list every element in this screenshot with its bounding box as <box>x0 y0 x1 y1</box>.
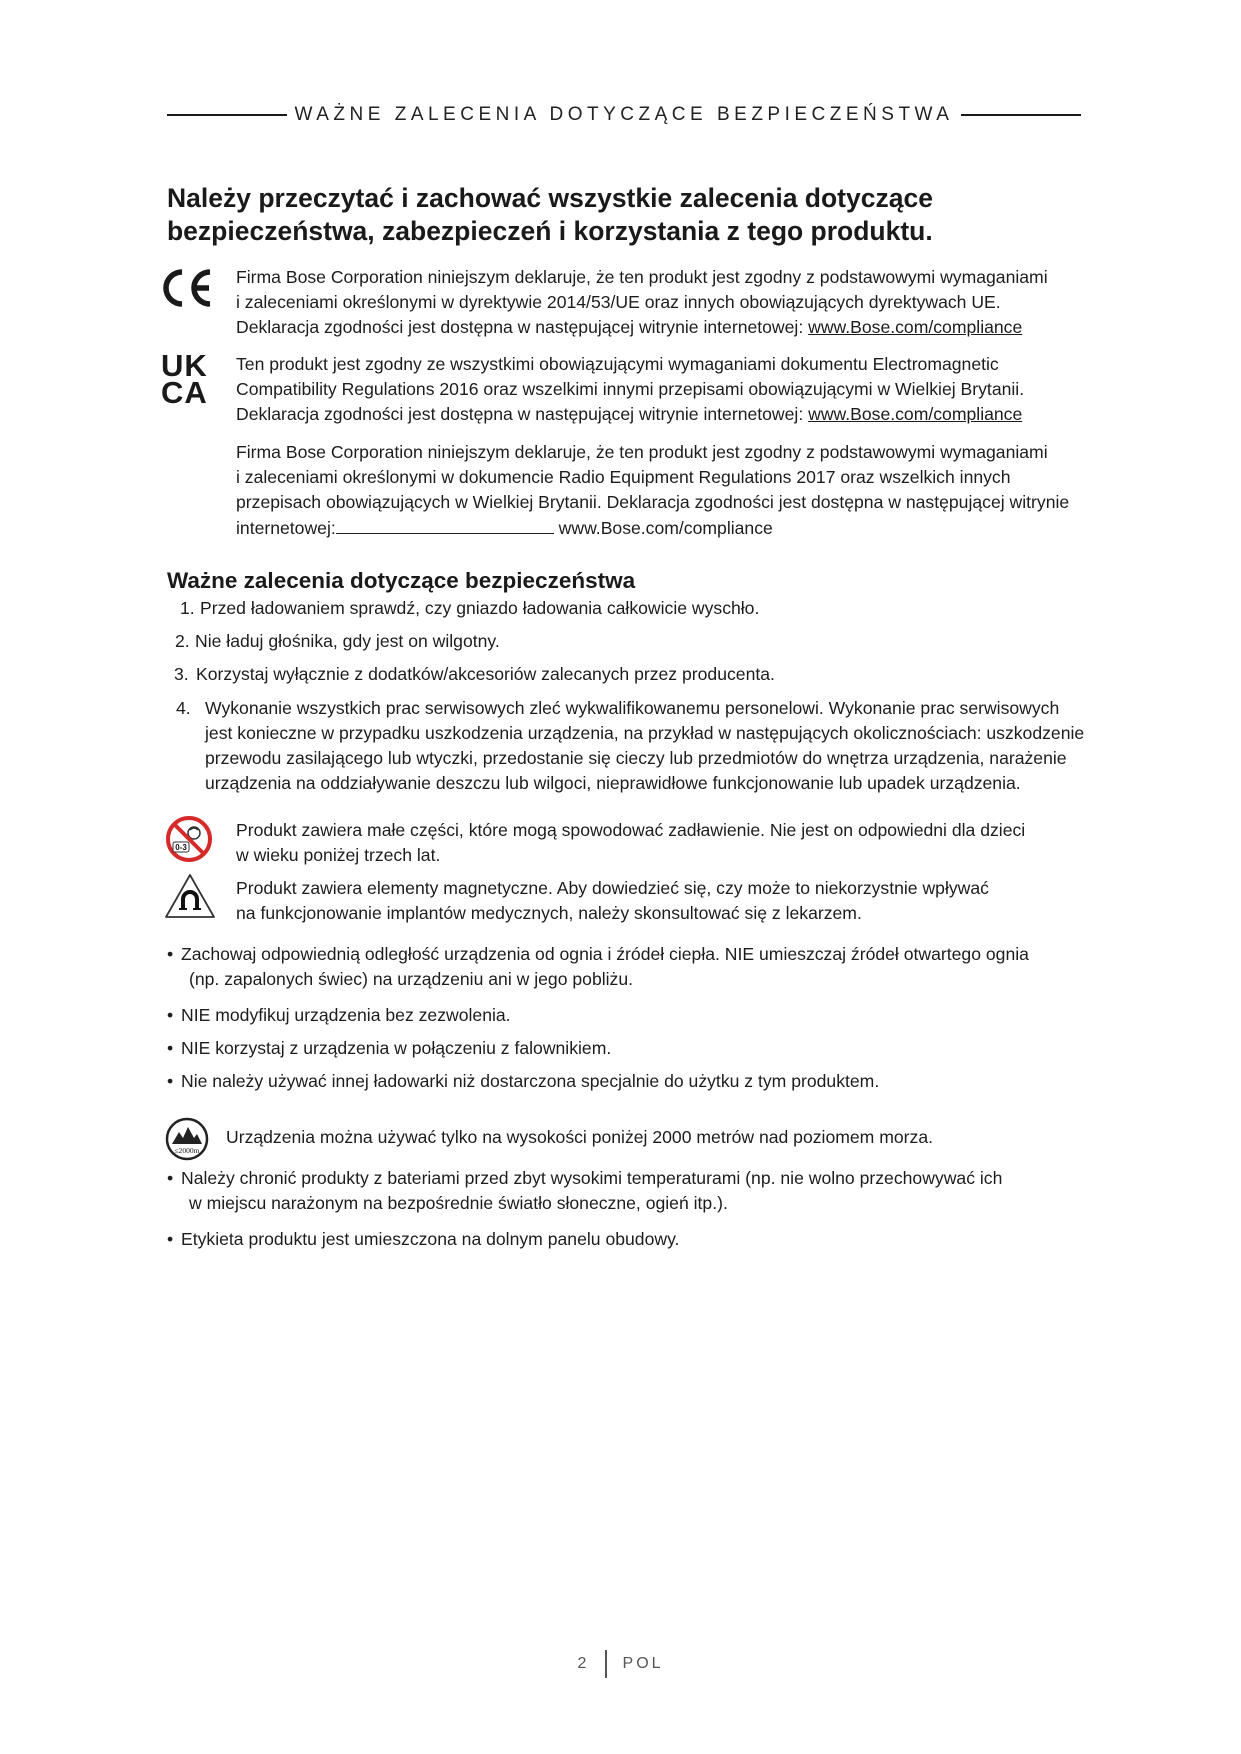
ukca-declaration <box>236 352 1096 427</box>
bullet-line: Nie należy używać innej ładowarki niż dostarczona specjalnie do użytku z tym produktem. <box>181 1071 880 1091</box>
bullet-item <box>167 1227 1097 1252</box>
list-item-text: Korzystaj wyłącznie z dodatków/akcesoriów zalecanych przez producenta. <box>196 664 775 684</box>
bullet-line: Należy chronić produkty z bateriami przed zbyt wysokimi temperaturami (np. nie wolno przechowywać ich <box>181 1168 1003 1188</box>
list-item-text: Przed ładowaniem sprawdź, czy gniazdo ładowania całkowicie wyschło. <box>200 598 760 618</box>
radio-line-2: i zaleceniami określonymi w dokumencie Radio Equipment Regulations 2017 oraz wszelkich innych <box>236 467 1011 487</box>
ce-line-3 <box>236 315 1096 340</box>
list-item <box>174 662 775 687</box>
ukca-line-3 <box>236 402 1096 427</box>
radio-line-3: przepisach obowiązujących w Wielkiej Brytanii. Deklaracja zgodności jest dostępna w następującej witrynie <box>236 492 1070 512</box>
ukca-line-2: Compatibility Regulations 2016 oraz wszelkimi innymi przepisami obowiązującymi w Wielkiej Brytanii. <box>236 379 1025 399</box>
bullet-line: NIE modyfikuj urządzenia bez zezwolenia. <box>181 1005 511 1025</box>
bullet-line: Etykieta produktu jest umieszczona na dolnym panelu obudowy. <box>181 1229 680 1249</box>
list-item-number: 4. <box>176 698 191 718</box>
blank-underline <box>336 515 554 534</box>
radio-line-4-text: internetowej: <box>236 518 336 538</box>
main-heading-line-1: Należy przeczytać i zachować wszystkie zalecenia dotyczące <box>167 183 933 213</box>
section-heading: Ważne zalecenia dotyczące bezpieczeństwa <box>167 568 636 593</box>
bullet-item <box>167 1003 1097 1028</box>
ce-compliance-link[interactable]: www.Bose.com/compliance <box>808 317 1023 337</box>
choking-line-2: w wieku poniżej trzech lat. <box>236 845 441 865</box>
bullet-item <box>167 1166 1097 1216</box>
ce-line-3-text: Deklaracja zgodności jest dostępna w następującej witrynie internetowej: <box>236 317 809 337</box>
list-item-number: 2. <box>175 631 190 651</box>
list-item-text <box>205 696 1096 796</box>
radio-declaration <box>236 440 1096 541</box>
choking-badge-label: 0-3 <box>175 843 187 852</box>
list-item <box>176 696 1096 796</box>
magnet-warning-icon <box>163 871 217 921</box>
ce-mark-icon <box>160 266 216 310</box>
altitude-text: Urządzenia można używać tylko na wysokości poniżej 2000 metrów nad poziomem morza. <box>226 1127 933 1147</box>
choking-warning <box>236 818 1096 868</box>
list-item-line: przewodu zasilającego lub wtyczki, przedostanie się cieczy lub przedmiotów do wnętrza urządzenia, narażenie <box>205 748 1067 768</box>
magnet-warning <box>236 876 1096 926</box>
ukca-mark-bottom: CA <box>161 375 208 410</box>
bullet-dot: • <box>167 1038 174 1058</box>
radio-line-4 <box>236 515 1096 541</box>
bullet-dot: • <box>167 1071 174 1091</box>
altitude-limit-icon <box>164 1116 210 1162</box>
list-item-line: jest konieczne w przypadku uszkodzenia urządzenia, na przykład w następujących okolicznościach: uszkodzenie <box>205 723 1085 743</box>
list-item <box>180 596 759 621</box>
bullet-line: (np. zapalonych świec) na urządzeniu ani w jego pobliżu. <box>189 969 634 989</box>
bullet-item <box>167 1036 1097 1061</box>
choking-hazard-icon <box>164 814 214 864</box>
list-item <box>175 629 500 654</box>
main-heading-line-2: bezpieczeństwa, zabezpieczeń i korzystania z tego produktu. <box>167 216 933 246</box>
bullet-line: Zachowaj odpowiednią odległość urządzenia od ognia i źródeł ciepła. NIE umieszczaj źródeł otwartego ognia <box>181 944 1029 964</box>
ukca-line-3-text: Deklaracja zgodności jest dostępna w następującej witrynie internetowej: <box>236 404 809 424</box>
list-item-line: Wykonanie wszystkich prac serwisowych zleć wykwalifikowanemu personelowi. Wykonanie prac serwisowych <box>205 698 1060 718</box>
choking-line-1: Produkt zawiera małe części, które mogą spowodować zadławienie. Nie jest on odpowiedni dla dzieci <box>236 820 1026 840</box>
language-code: POL <box>622 1655 664 1673</box>
bullet-line: w miejscu narażonym na bezpośrednie światło słoneczne, ogień itp.). <box>189 1193 728 1213</box>
list-item-number: 1. <box>180 598 195 618</box>
ukca-compliance-link[interactable]: www.Bose.com/compliance <box>808 404 1023 424</box>
ce-line-2: i zaleceniami określonymi w dyrektywie 2014/53/UE oraz innych obowiązujących dyrektywach UE. <box>236 292 1001 312</box>
main-heading <box>167 182 1087 248</box>
header-rule-right <box>961 114 1081 116</box>
header-rule-left <box>167 114 287 116</box>
list-item-text: Nie ładuj głośnika, gdy jest on wilgotny. <box>195 631 500 651</box>
ukca-line-1: Ten produkt jest zgodny ze wszystkimi obowiązującymi wymaganiami dokumentu Electromagnetic <box>236 354 999 374</box>
ukca-mark-top: UK <box>161 348 208 383</box>
list-item-line: urządzenia na oddziaływanie deszczu lub wilgoci, nieprawidłowe funkcjonowanie lub upadek urządzenia. <box>205 773 1021 793</box>
magnet-line-1: Produkt zawiera elementy magnetyczne. Aby dowiedzieć się, czy może to niekorzystnie wpływać <box>236 878 989 898</box>
footer-separator <box>605 1650 606 1678</box>
bullet-item <box>167 1069 1097 1094</box>
page-number: 2 <box>577 1655 590 1673</box>
altitude-badge-label: ≤2000m <box>174 1146 200 1155</box>
magnet-line-2: na funkcjonowanie implantów medycznych, należy skonsultować się z lekarzem. <box>236 903 862 923</box>
bullet-dot: • <box>167 1005 174 1025</box>
radio-compliance-link[interactable]: www.Bose.com/compliance <box>558 518 773 538</box>
ce-declaration <box>236 265 1096 340</box>
bullet-item <box>167 942 1097 992</box>
bullet-line: NIE korzystaj z urządzenia w połączeniu z falownikiem. <box>181 1038 612 1058</box>
header-title: WAŻNE ZALECENIA DOTYCZĄCE BEZPIECZEŃSTWA <box>294 104 954 125</box>
page-header <box>167 100 1081 130</box>
ce-line-1: Firma Bose Corporation niniejszym deklaruje, że ten produkt jest zgodny z podstawowymi wymaganiami <box>236 267 1048 287</box>
ukca-mark-icon <box>161 348 217 410</box>
bullet-dot: • <box>167 944 174 964</box>
list-item-number: 3. <box>174 664 189 684</box>
bullet-dot: • <box>167 1229 174 1249</box>
page-footer <box>0 1650 1241 1678</box>
radio-line-1: Firma Bose Corporation niniejszym deklaruje, że ten produkt jest zgodny z podstawowymi wymaganiami <box>236 442 1048 462</box>
bullet-dot: • <box>167 1168 174 1188</box>
